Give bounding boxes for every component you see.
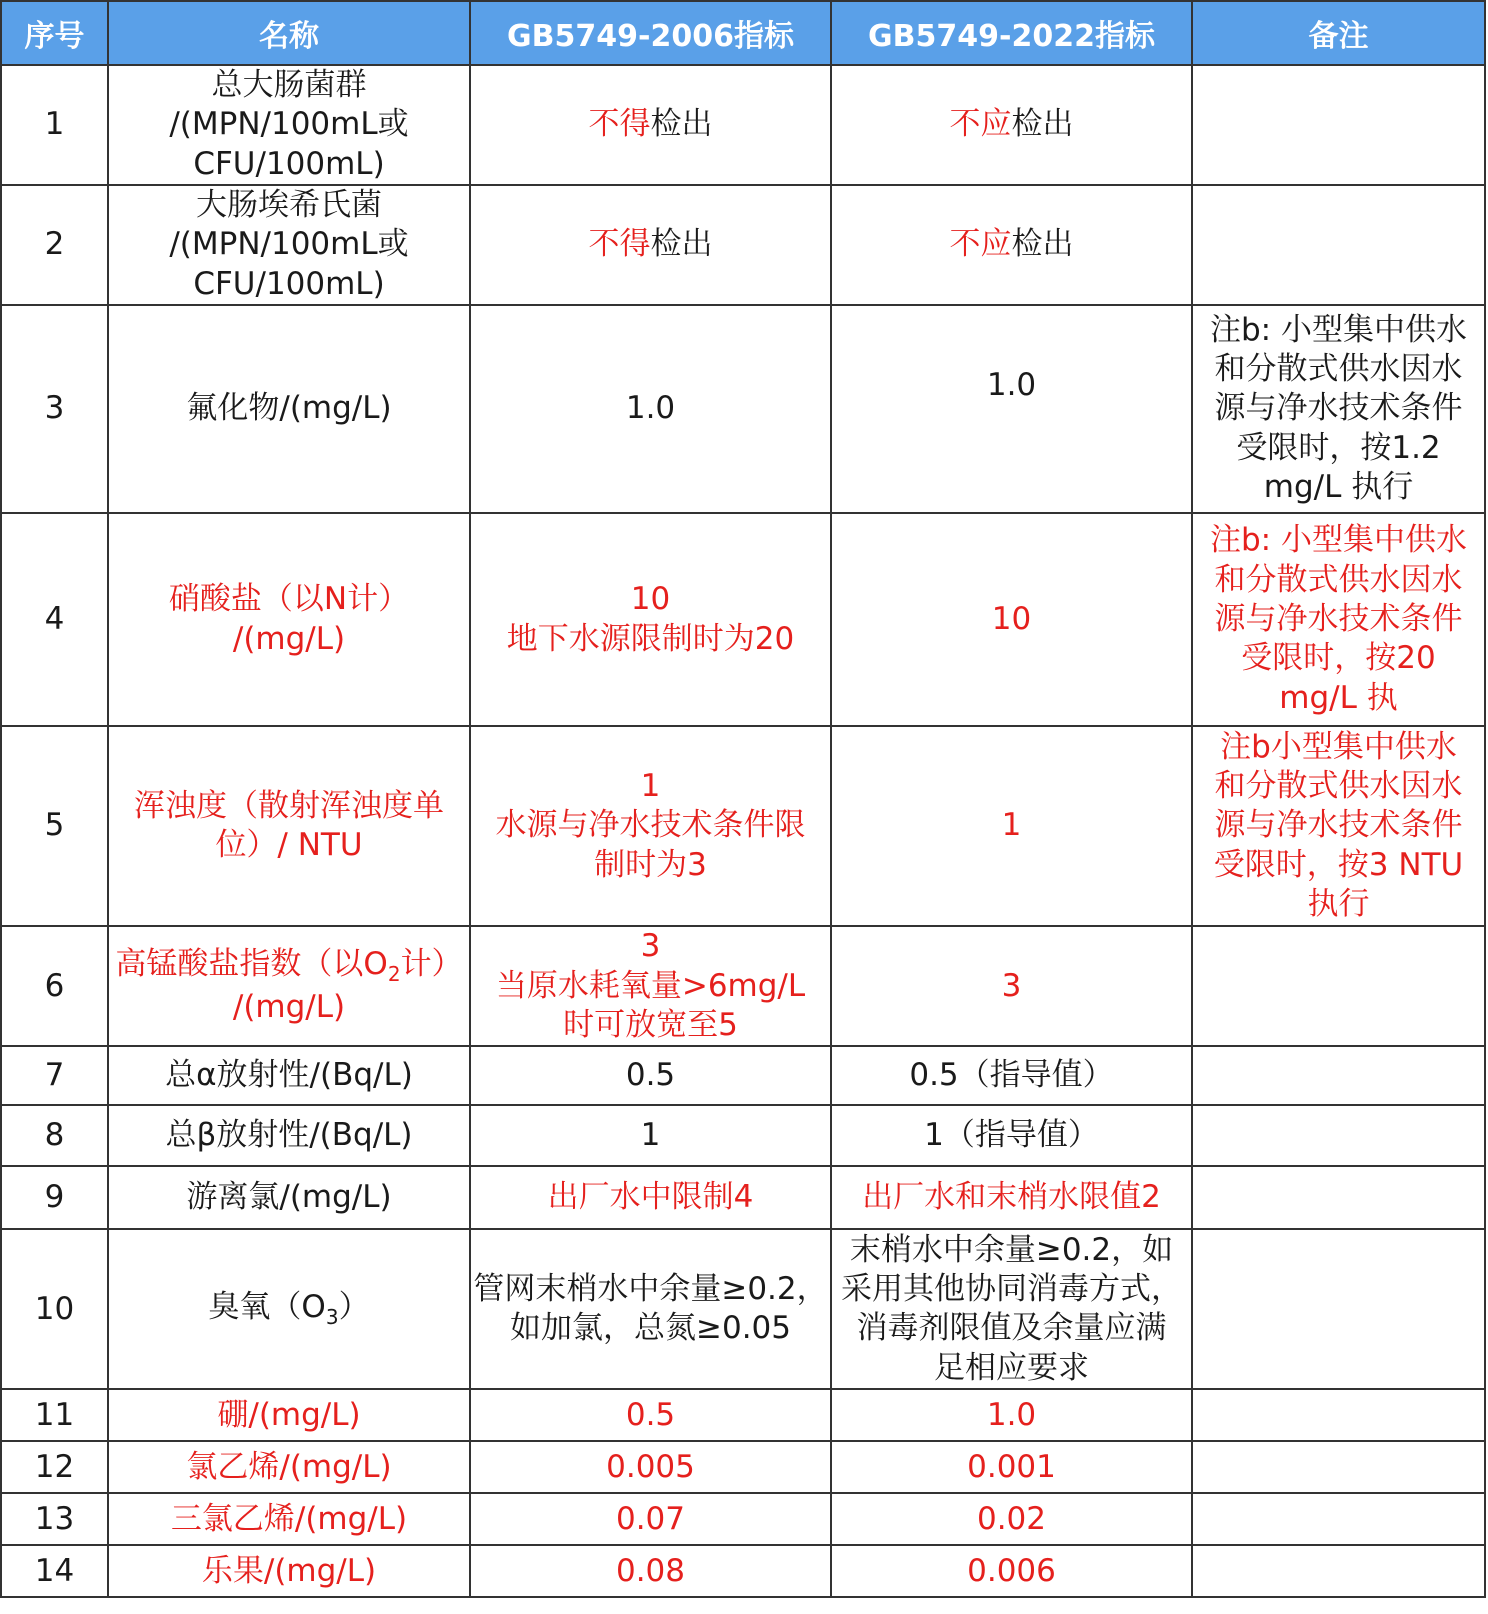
row-index: 2	[1, 185, 108, 305]
name-line	[109, 945, 469, 988]
name-line: /(mg/L)	[232, 620, 346, 657]
table-row	[1, 1389, 1485, 1441]
row-gb2022-value	[831, 65, 1192, 185]
row-remarks	[1192, 1229, 1485, 1389]
row-index: 5	[1, 726, 108, 926]
value-line: 足相应要求	[934, 1349, 1089, 1386]
row-remarks	[1192, 185, 1485, 305]
row-gb2022-value: 1.0	[831, 1389, 1192, 1441]
value-line: 管网末梢水中余量≥0.2，	[473, 1270, 828, 1307]
row-remarks	[1192, 1441, 1485, 1493]
row-gb2022-value	[831, 305, 1192, 513]
row-gb2006-value	[470, 513, 831, 726]
note-line: 受限时，按3 NTU	[1213, 846, 1464, 883]
name-text: 臭氧（O	[208, 1288, 326, 1325]
highlight-text: 不得	[588, 106, 651, 143]
row-name: 总β放射性/(Bq/L)	[108, 1105, 470, 1166]
note-line: 和分散式供水因水	[1214, 768, 1463, 805]
row-name	[108, 65, 470, 185]
name-text: ）	[338, 1288, 370, 1325]
row-remarks	[1192, 1545, 1485, 1597]
note-line: 受限时，按20	[1241, 640, 1436, 677]
row-gb2006-value: 0.08	[470, 1545, 831, 1597]
name-line: /(MPN/100mL或	[169, 106, 409, 143]
row-name: 硼/(mg/L)	[108, 1389, 470, 1441]
row-gb2022-value	[831, 185, 1192, 305]
value-line: 当原水耗氧量>6mg/L	[495, 967, 806, 1004]
row-name	[108, 185, 470, 305]
value-line: 3	[640, 928, 661, 965]
row-gb2022-value: 出厂水和末梢水限值2	[831, 1166, 1192, 1229]
row-name	[108, 726, 470, 926]
row-index: 11	[1, 1389, 108, 1441]
table-row	[1, 305, 1485, 513]
row-gb2022-value: 0.006	[831, 1545, 1192, 1597]
row-name: 总α放射性/(Bq/L)	[108, 1046, 470, 1105]
row-gb2022-value: 10	[831, 513, 1192, 726]
note-line: 受限时，按1.2	[1236, 429, 1441, 466]
row-index: 8	[1, 1105, 108, 1166]
value-line: 时可放宽至5	[563, 1006, 738, 1043]
name-line: CFU/100mL)	[193, 265, 385, 302]
name-line: CFU/100mL)	[193, 145, 385, 182]
header-gb2022: GB5749-2022指标	[831, 1, 1192, 65]
note-line: 和分散式供水因水	[1214, 351, 1463, 388]
table-row	[1, 513, 1485, 726]
name-text: 高锰酸盐指数（以O	[115, 946, 388, 983]
table-row	[1, 65, 1485, 185]
row-gb2006-value: 出厂水中限制4	[470, 1166, 831, 1229]
row-gb2022-value: 0.001	[831, 1441, 1192, 1493]
row-gb2006-value: 0.005	[470, 1441, 831, 1493]
row-index: 10	[1, 1229, 108, 1389]
row-name: 游离氯/(mg/L)	[108, 1166, 470, 1229]
value-line: 采用其他协同消毒方式，	[841, 1270, 1182, 1307]
row-gb2022-value: 0.02	[831, 1493, 1192, 1545]
table-row	[1, 1229, 1485, 1389]
table-row	[1, 1046, 1485, 1105]
name-line: /(MPN/100mL或	[169, 226, 409, 263]
value-line: 1	[640, 768, 661, 805]
highlight-text: 不得	[588, 226, 651, 263]
row-index: 9	[1, 1166, 108, 1229]
note-line: 执行	[1307, 886, 1370, 923]
highlight-text: 不应	[949, 106, 1012, 143]
row-name	[108, 926, 470, 1046]
row-gb2022-value	[831, 1229, 1192, 1389]
table-row	[1, 185, 1485, 305]
table-row	[1, 926, 1485, 1046]
note-line: mg/L 执行	[1263, 469, 1414, 506]
row-remarks	[1192, 513, 1485, 726]
row-remarks	[1192, 305, 1485, 513]
note-line: 源与净水技术条件	[1214, 807, 1463, 844]
table-row	[1, 1493, 1485, 1545]
name-line: /(mg/L)	[232, 988, 346, 1025]
row-name: 氟化物/(mg/L)	[108, 305, 470, 513]
name-line: 浑浊度（散射浑浊度单	[134, 787, 444, 824]
note-line: mg/L 执	[1279, 679, 1398, 716]
note-line: 源与净水技术条件	[1214, 390, 1463, 427]
row-index: 7	[1, 1046, 108, 1105]
row-remarks	[1192, 1105, 1485, 1166]
row-remarks	[1192, 1046, 1485, 1105]
row-gb2006-value: 0.5	[470, 1389, 831, 1441]
value-line: 地下水源限制时为20	[506, 620, 795, 657]
row-name: 氯乙烯/(mg/L)	[108, 1441, 470, 1493]
row-remarks	[1192, 1166, 1485, 1229]
table-row	[1, 1545, 1485, 1597]
note-line: 注b: 小型集中供水	[1210, 311, 1467, 348]
row-index: 1	[1, 65, 108, 185]
table-row	[1, 1105, 1485, 1166]
subscript-text: 2	[387, 962, 401, 987]
value-line: 水源与净水技术条件限	[495, 807, 806, 844]
row-gb2022-value: 0.5（指导值）	[831, 1046, 1192, 1105]
row-gb2006-value: 0.07	[470, 1493, 831, 1545]
row-index: 4	[1, 513, 108, 726]
row-index: 13	[1, 1493, 108, 1545]
subscript-text: 3	[325, 1305, 339, 1330]
header-index: 序号	[1, 1, 108, 65]
plain-text: 检出	[1011, 106, 1074, 143]
table-row	[1, 726, 1485, 926]
row-remarks	[1192, 65, 1485, 185]
header-gb2006: GB5749-2006指标	[470, 1, 831, 65]
plain-text: 检出	[650, 106, 713, 143]
value-line: 消毒剂限值及余量应满	[856, 1310, 1167, 1347]
highlight-text: 不应	[949, 226, 1012, 263]
value-text: 1.0	[986, 367, 1037, 404]
row-name	[108, 1229, 470, 1389]
name-text: 计）	[400, 946, 463, 983]
plain-text: 检出	[650, 226, 713, 263]
name-line: 总大肠菌群	[211, 67, 367, 103]
value-line: 末梢水中余量≥0.2，如	[849, 1231, 1174, 1268]
name-line: 大肠埃希氏菌	[196, 187, 382, 224]
table-row	[1, 1441, 1485, 1493]
row-gb2006-value: 1	[470, 1105, 831, 1166]
row-gb2022-value: 3	[831, 926, 1192, 1046]
header-row	[1, 1, 1485, 65]
note-line: 注b: 小型集中供水	[1210, 522, 1467, 559]
value-line: 制时为3	[594, 846, 707, 883]
row-index: 3	[1, 305, 108, 513]
row-index: 12	[1, 1441, 108, 1493]
row-gb2006-value	[470, 185, 831, 305]
row-name	[108, 513, 470, 726]
row-gb2022-value: 1（指导值）	[831, 1105, 1192, 1166]
value-line: 10	[630, 581, 671, 618]
note-line: 和分散式供水因水	[1214, 561, 1463, 598]
table-row	[1, 1166, 1485, 1229]
header-remarks: 备注	[1192, 1, 1485, 65]
note-line: 源与净水技术条件	[1214, 600, 1463, 637]
row-gb2006-value: 1.0	[470, 305, 831, 513]
value-line: 如加氯，总氮≥0.05	[510, 1310, 791, 1347]
row-gb2022-value: 1	[831, 726, 1192, 926]
row-remarks	[1192, 726, 1485, 926]
row-gb2006-value: 0.5	[470, 1046, 831, 1105]
row-gb2006-value	[470, 1229, 831, 1389]
row-index: 6	[1, 926, 108, 1046]
row-gb2006-value	[470, 726, 831, 926]
name-line: 位）/ NTU	[215, 827, 363, 864]
row-remarks	[1192, 926, 1485, 1046]
header-name: 名称	[108, 1, 470, 65]
row-index: 14	[1, 1545, 108, 1597]
row-name: 乐果/(mg/L)	[108, 1545, 470, 1597]
note-line: 注b小型集中供水	[1220, 728, 1457, 765]
row-name: 三氯乙烯/(mg/L)	[108, 1493, 470, 1545]
row-remarks	[1192, 1493, 1485, 1545]
row-gb2006-value	[470, 926, 831, 1046]
row-remarks	[1192, 1389, 1485, 1441]
plain-text: 检出	[1011, 226, 1074, 263]
name-line: 硝酸盐（以N计）	[168, 581, 410, 618]
row-gb2006-value	[470, 65, 831, 185]
